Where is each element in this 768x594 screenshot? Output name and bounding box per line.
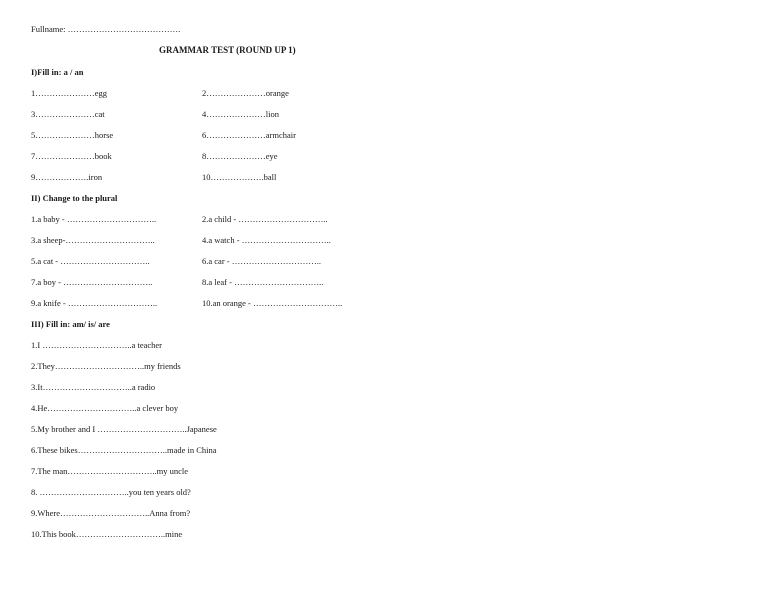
section3-item-2: 2.They…………………………..my friends [31,361,181,371]
section2-heading: II) Change to the plural [31,193,118,203]
section2-item-6: 6.a car - ………………………….. [202,256,321,266]
section2-item-10: 10.an orange - ………………………….. [202,298,343,308]
section1-item-5: 5…………………horse [31,130,114,140]
section2-item-3: 3.a sheep-………………………….. [31,235,155,245]
section1-item-6: 6…………………armchair [202,130,296,140]
section3-item-4: 4.He…………………………..a clever boy [31,403,179,413]
section3-item-5: 5.My brother and I …………………………..Japanese [31,424,217,434]
section1-item-2: 2…………………orange [202,88,289,98]
section2-item-7: 7.a boy - ………………………….. [31,277,153,287]
section1-item-10: 10……………….ball [202,172,277,182]
section1-item-8: 8…………………eye [202,151,278,161]
section1-item-4: 4…………………lion [202,109,279,119]
section2-item-1: 1.a baby - ………………………….. [31,214,157,224]
section1-item-9: 9……………….iron [31,172,103,182]
section1-item-3: 3…………………cat [31,109,105,119]
section3-item-6: 6.These bikes…………………………..made in China [31,445,217,455]
page-title: GRAMMAR TEST (ROUND UP 1) [159,45,296,55]
section1-item-7: 7…………………book [31,151,112,161]
section3-item-3: 3.It…………………………..a radio [31,382,156,392]
section2-item-9: 9.a knife - ………………………….. [31,298,158,308]
section3-item-1: 1.I …………………………..a teacher [31,340,163,350]
section2-item-5: 5.a cat - ………………………….. [31,256,150,266]
section3-item-9: 9.Where…………………………..Anna from? [31,508,191,518]
section3-heading: III) Fill in: am/ is/ are [31,319,110,329]
section1-heading: I)Fill in: a / an [31,67,84,77]
fullname-line: Fullname: …………………………………. [31,24,181,34]
section3-item-8: 8. …………………………..you ten years old? [31,487,191,497]
section3-item-10: 10.This book…………………………..mine [31,529,183,539]
section2-item-8: 8.a leaf - ………………………….. [202,277,324,287]
section1-item-1: 1…………………egg [31,88,108,98]
section2-item-2: 2.a child - ………………………….. [202,214,328,224]
section3-item-7: 7.The man…………………………..my uncle [31,466,188,476]
section2-item-4: 4.a watch - ………………………….. [202,235,331,245]
